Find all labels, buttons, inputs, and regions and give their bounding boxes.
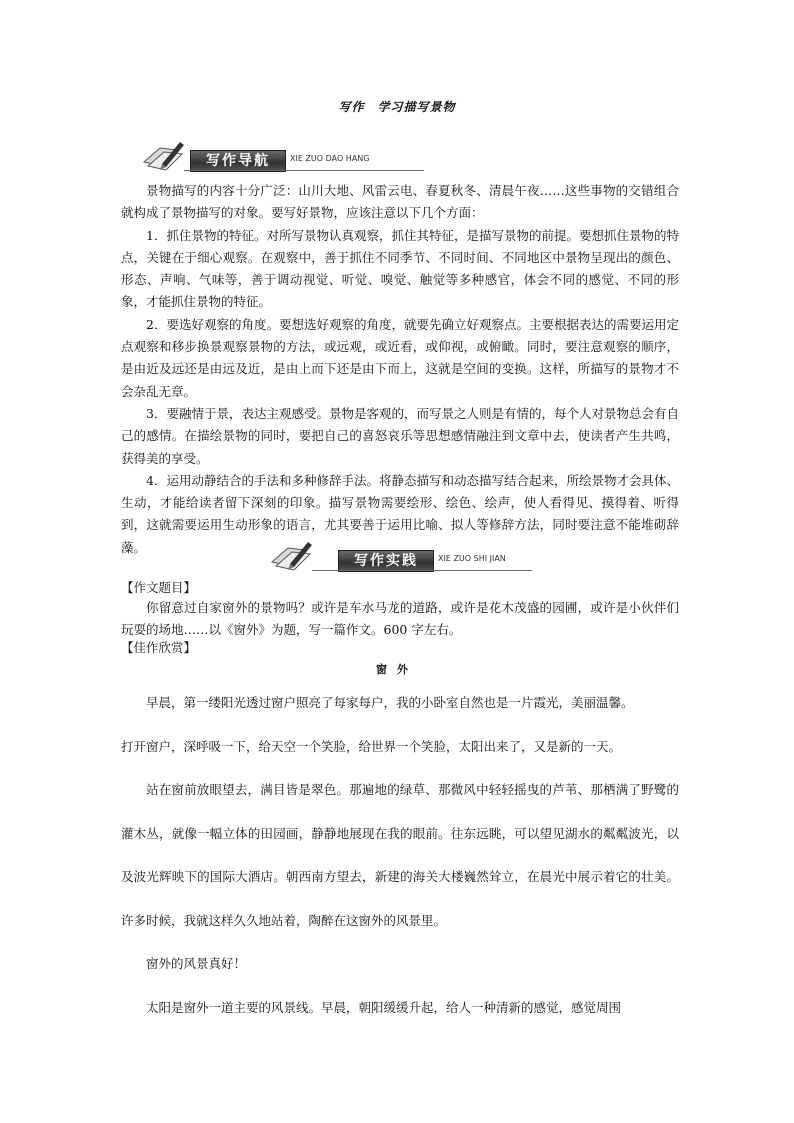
pen-paper-icon <box>268 540 316 576</box>
section-banner-writing-guide <box>140 140 430 176</box>
essay-paragraph: 早晨，第一缕阳光透过窗户照亮了每家每户，我的小卧室自然也是一片霞光，美丽温馨。 <box>146 695 634 710</box>
section-label: 写作实践 <box>338 550 434 572</box>
intro-paragraph: 3．要融情于景，表达主观感受。景物是客观的，而写景之人则是有情的，每个人对景物总会有自己的感情。在描绘景物的同时，要把自己的喜怒哀乐等思想感情融注到文章中去，使读者产生共鸣，获得美的享受。 <box>121 405 679 466</box>
intro-paragraph: 景物描写的内容十分广泛：山川大地、风雷云电、春夏秋冬、清晨午夜……这些事物的交错组合就构成了景物描写的对象。要写好景物，应该注意以下几个方面： <box>121 183 679 221</box>
page-title: 写作 学习描写景物 <box>338 100 456 114</box>
topic-text: 你留意过自家窗外的景物吗？或许是车水马龙的道路，或许是花木茂盛的园圃，或许是小伙伴们玩耍的场地……以《窗外》为题，写一篇作文。600 字左右。 <box>121 600 679 638</box>
essay-paragraph: 太阳是窗外一道主要的风景线。早晨，朝阳缓缓升起，给人一种清新的感觉，感觉周围 <box>146 999 622 1015</box>
essay-body <box>121 681 679 1029</box>
section-pinyin: XIE ZUO SHI JIAN <box>438 554 506 563</box>
section-pinyin: XIE ZUO DAO HANG <box>290 154 370 163</box>
section-label: 写作导航 <box>190 150 286 172</box>
topic-heading: 【作文题目】 <box>121 580 197 595</box>
appreciation-heading: 【佳作欣赏】 <box>121 640 197 655</box>
essay-paragraph: 站在窗前放眼望去，满目皆是翠色。那遍地的绿草、那微风中轻轻摇曳的芦苇、那栖满了野鹭的灌木丛，就像一幅立体的田园画，静静地展现在我的眼前。往东远眺，可以望见湖水的粼粼波光，以及波光辉映下的国际大酒店。朝西南方望去，新建的海关大楼巍然耸立，在晨光中展示着它的壮美。许多时候，我就这样久久地站着，陶醉在这窗外的风景里。 <box>121 782 679 928</box>
intro-paragraph: 4．运用动静结合的手法和多种修辞手法。将静态描写和动态描写结合起来，所绘景物才会具体、生动，才能给读者留下深刻的印象。描写景物需要绘形、绘色、绘声，使人看得见、摸得着、听得到，这就需要运用生动形象的语言，尤其要善于运用比喻、拟人等修辞方法，同时要注意不能堆砌辞藻。 <box>121 472 679 555</box>
pen-paper-icon <box>140 140 188 176</box>
divider <box>184 170 424 171</box>
intro-body <box>121 180 679 559</box>
section-banner-writing-practice <box>268 540 558 576</box>
divider <box>312 570 532 571</box>
intro-paragraph: 2．要选好观察的角度。要想选好观察的角度，就要先确立好观察点。主要根据表达的需要运用定点观察和移步换景观察景物的方法，或远观，或近看，或仰视，或俯瞰。同时，要注意观察的顺序，是由近及远还是由远及近，是由上而下还是由下而上，这就是空间的变换。这样，所描写的景物才不会杂乱无章。 <box>121 316 679 399</box>
essay-paragraph: 打开窗户，深呼吸一下，给天空一个笑脸，给世界一个笑脸，太阳出来了，又是新的一天。 <box>121 738 622 754</box>
intro-paragraph: 1．抓住景物的特征。对所写景物认真观察，抓住其特征，是描写景物的前提。要想抓住景物的特点，关键在于细心观察。在观察中，善于抓住不同季节、不同时间、不同地区中景物呈现出的颜色、形态、声响、气味等，善于调动视觉、听觉、嗅觉、触觉等多种感官，体会不同的感觉、不同的形象，才能抓住景物的特征。 <box>121 227 679 310</box>
topic-body <box>121 597 679 642</box>
essay-title: 窗外 <box>376 663 418 676</box>
essay-paragraph: 窗外的风景真好！ <box>146 956 247 971</box>
